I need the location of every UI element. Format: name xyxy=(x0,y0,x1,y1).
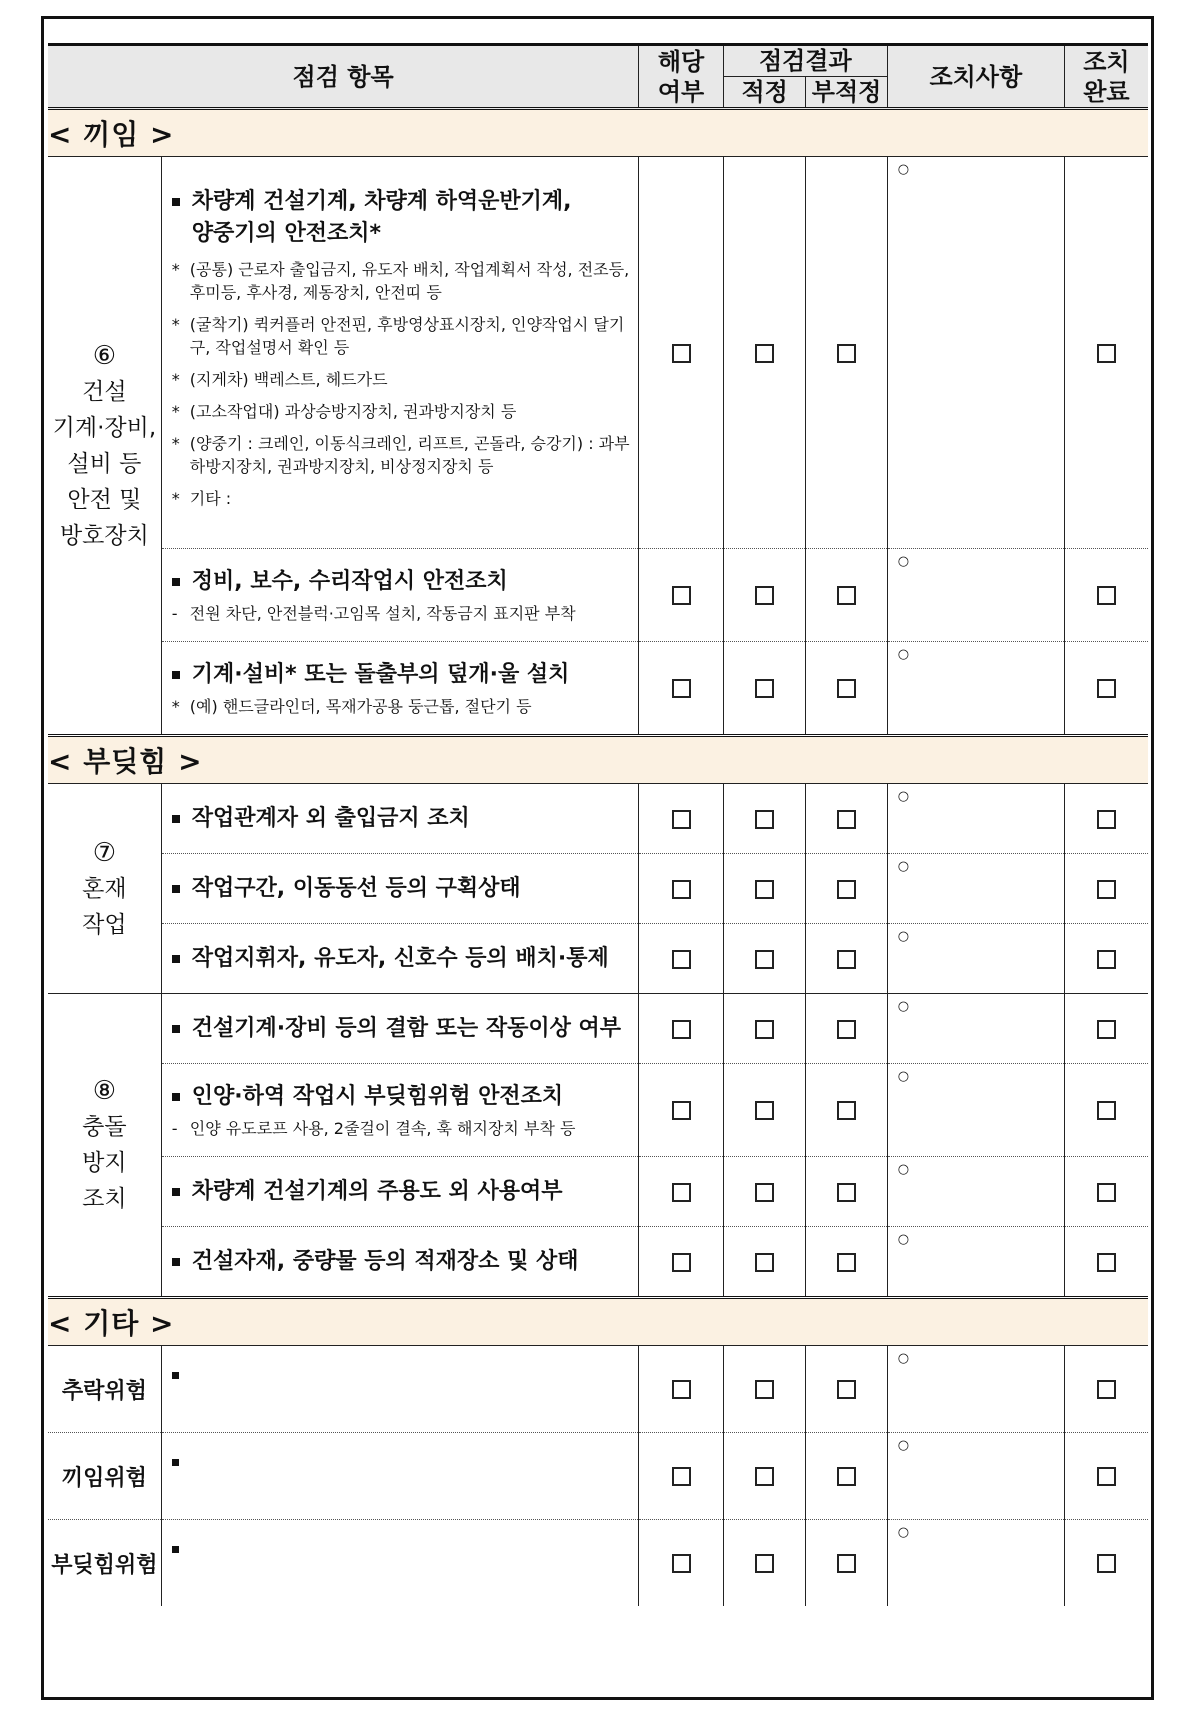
item-title: 건설기계·장비 등의 결함 또는 작동이상 여부 xyxy=(191,1015,621,1041)
header-done-line2: 완료 xyxy=(1083,77,1130,106)
other-label-struck: 부딪힘위험 xyxy=(48,1520,161,1607)
ok-checkbox[interactable] xyxy=(755,679,774,698)
action-note[interactable] xyxy=(887,1227,1064,1298)
not-ok-checkbox[interactable] xyxy=(837,1183,856,1202)
not-ok-checkbox[interactable] xyxy=(837,586,856,605)
sub-mark: * xyxy=(171,315,180,334)
other-label-fall: 추락위험 xyxy=(48,1346,161,1433)
not-ok-checkbox[interactable] xyxy=(837,880,856,899)
applicable-checkbox[interactable] xyxy=(672,1467,691,1486)
sub-mark: * xyxy=(171,489,180,508)
group8-line: 조치 xyxy=(82,1186,127,1212)
ok-checkbox[interactable] xyxy=(755,810,774,829)
other-label-caught: 끼임위험 xyxy=(48,1433,161,1520)
sub-text: 기타 : xyxy=(189,489,232,508)
sub-text: (고소작업대) 과상승방지장치, 권과방지장치 등 xyxy=(189,402,517,421)
action-note[interactable] xyxy=(887,994,1064,1064)
note-marker: ○ xyxy=(897,789,910,804)
item-title: 차량계 건설기계, 차량계 하역운반기계, xyxy=(191,189,572,214)
note-marker: ○ xyxy=(897,1351,910,1366)
note-marker: ○ xyxy=(897,1232,910,1247)
note-marker: ○ xyxy=(897,1069,910,1084)
check-item xyxy=(161,1157,638,1227)
item-title: 작업관계자 외 출입금지 조치 xyxy=(191,805,470,831)
applicable-checkbox[interactable] xyxy=(672,1183,691,1202)
not-ok-checkbox[interactable] xyxy=(837,1380,856,1399)
done-checkbox[interactable] xyxy=(1097,679,1116,698)
sub-mark: - xyxy=(171,603,178,623)
ok-checkbox[interactable] xyxy=(755,950,774,969)
done-checkbox[interactable] xyxy=(1097,810,1116,829)
note-marker: ○ xyxy=(897,647,910,662)
not-ok-checkbox[interactable] xyxy=(837,810,856,829)
action-note[interactable] xyxy=(887,1064,1064,1157)
other-item-input[interactable] xyxy=(161,1433,638,1520)
sub-text: (지게차) 백레스트, 헤드가드 xyxy=(189,370,388,389)
group8-line: 방지 xyxy=(82,1150,127,1176)
done-checkbox[interactable] xyxy=(1097,1467,1116,1486)
not-ok-checkbox[interactable] xyxy=(837,1253,856,1272)
check-item xyxy=(161,157,638,549)
not-ok-checkbox[interactable] xyxy=(837,679,856,698)
header-applicable-line2: 여부 xyxy=(657,77,705,106)
note-marker: ○ xyxy=(897,554,910,569)
item-title: 정비, 보수, 수리작업시 안전조치 xyxy=(191,568,508,594)
group8-line: 충돌 xyxy=(82,1114,127,1140)
note-marker: ○ xyxy=(897,999,910,1014)
sub-mark: * xyxy=(171,696,180,716)
note-marker: ○ xyxy=(897,929,910,944)
section-other: < 기타 > xyxy=(48,1298,1148,1346)
done-checkbox[interactable] xyxy=(1097,1253,1116,1272)
note-marker: ○ xyxy=(897,1525,910,1540)
action-note[interactable] xyxy=(887,1346,1064,1433)
check-item xyxy=(161,642,638,736)
group6-number: ⑥ xyxy=(92,340,117,371)
item-title: 작업지휘자, 유도자, 신호수 등의 배치·통제 xyxy=(191,945,609,971)
not-ok-checkbox[interactable] xyxy=(837,950,856,969)
applicable-checkbox[interactable] xyxy=(672,586,691,605)
applicable-checkbox[interactable] xyxy=(672,344,691,363)
sub-mark: * xyxy=(171,370,180,389)
not-ok-checkbox[interactable] xyxy=(837,1467,856,1486)
applicable-checkbox[interactable] xyxy=(672,679,691,698)
header-done xyxy=(1064,45,1148,109)
group6-line: 건설 xyxy=(82,378,127,405)
action-note[interactable] xyxy=(887,642,1064,736)
not-ok-checkbox[interactable] xyxy=(837,1101,856,1120)
check-item xyxy=(161,784,638,854)
ok-checkbox[interactable] xyxy=(755,880,774,899)
note-marker: ○ xyxy=(897,162,910,177)
ok-checkbox[interactable] xyxy=(755,586,774,605)
section-struck: < 부딪힘 > xyxy=(48,736,1148,784)
applicable-checkbox[interactable] xyxy=(672,880,691,899)
group7-label xyxy=(48,784,161,994)
item-title: 양중기의 안전조치* xyxy=(191,221,381,246)
note-marker: ○ xyxy=(897,1162,910,1177)
check-item xyxy=(161,549,638,642)
done-checkbox[interactable] xyxy=(1097,1183,1116,1202)
item-title: 작업구간, 이동동선 등의 구획상태 xyxy=(191,875,521,901)
group6-line: 방호장치 xyxy=(59,522,149,549)
group6-label xyxy=(48,157,161,736)
done-checkbox[interactable] xyxy=(1097,1020,1116,1039)
group7-line: 혼재 xyxy=(82,875,127,902)
ok-checkbox[interactable] xyxy=(755,1183,774,1202)
header-applicable-line1: 해당 xyxy=(657,47,705,76)
done-checkbox[interactable] xyxy=(1097,1380,1116,1399)
ok-checkbox[interactable] xyxy=(755,1253,774,1272)
ok-checkbox[interactable] xyxy=(755,1020,774,1039)
done-checkbox[interactable] xyxy=(1097,344,1116,363)
sub-text: (공통) 근로자 출입금지, 유도자 배치, 작업계획서 작성, 전조등, 후미등, 후사경, 제동장치, 안전띠 등 xyxy=(189,260,630,302)
not-ok-checkbox[interactable] xyxy=(837,1554,856,1573)
other-item-input[interactable] xyxy=(161,1346,638,1433)
done-checkbox[interactable] xyxy=(1097,586,1116,605)
sub-mark: * xyxy=(171,434,180,453)
action-note[interactable] xyxy=(887,784,1064,854)
action-note[interactable] xyxy=(887,1157,1064,1227)
sub-text: (예) 핸드글라인더, 목재가공용 둥근톱, 절단기 등 xyxy=(189,696,532,716)
check-item xyxy=(161,994,638,1064)
not-ok-checkbox[interactable] xyxy=(837,344,856,363)
action-note[interactable] xyxy=(887,924,1064,994)
sub-mark: - xyxy=(171,1118,178,1138)
check-item xyxy=(161,1064,638,1157)
note-marker: ○ xyxy=(897,859,910,874)
done-checkbox[interactable] xyxy=(1097,950,1116,969)
group8-label xyxy=(48,994,161,1298)
done-checkbox[interactable] xyxy=(1097,1554,1116,1573)
ok-checkbox[interactable] xyxy=(755,1554,774,1573)
item-title: 건설자재, 중량물 등의 적재장소 및 상태 xyxy=(191,1248,579,1274)
group7-number: ⑦ xyxy=(92,837,117,868)
inspection-checklist-table xyxy=(48,43,1148,1606)
group6-line: 설비 등 xyxy=(67,450,142,477)
other-item-input[interactable] xyxy=(161,1520,638,1607)
sub-text: (양중기 : 크레인, 이동식크레인, 리프트, 곤돌라, 승강기) : 과부하방지장치, 권과방지장치, 비상정지장치 등 xyxy=(189,434,630,476)
done-checkbox[interactable] xyxy=(1097,880,1116,899)
group6-line: 안전 및 xyxy=(67,486,142,513)
group8-number: ⑧ xyxy=(92,1076,117,1106)
header-ok: 적정 xyxy=(723,77,806,109)
item-title: 인양·하역 작업시 부딪힘위험 안전조치 xyxy=(191,1083,564,1109)
applicable-checkbox[interactable] xyxy=(672,1101,691,1120)
applicable-checkbox[interactable] xyxy=(672,1554,691,1573)
section-caught: < 끼임 > xyxy=(48,109,1148,157)
ok-checkbox[interactable] xyxy=(755,1101,774,1120)
action-note[interactable] xyxy=(887,157,1064,549)
group6-line: 기계·장비, xyxy=(52,414,157,441)
header-result: 점검결과 xyxy=(723,45,887,77)
not-ok-checkbox[interactable] xyxy=(837,1020,856,1039)
item-title: 기계·설비* 또는 돌출부의 덮개·울 설치 xyxy=(191,661,570,687)
action-note[interactable] xyxy=(887,1520,1064,1607)
action-note[interactable] xyxy=(887,1433,1064,1520)
item-title: 차량계 건설기계의 주용도 외 사용여부 xyxy=(191,1178,563,1204)
action-note[interactable] xyxy=(887,549,1064,642)
applicable-checkbox[interactable] xyxy=(672,950,691,969)
sub-text: (굴착기) 퀵커플러 안전핀, 후방영상표시장치, 인양작업시 달기구, 작업설명서 확인 등 xyxy=(189,315,625,357)
header-done-line1: 조치 xyxy=(1083,47,1130,76)
done-checkbox[interactable] xyxy=(1097,1101,1116,1120)
sub-mark: * xyxy=(171,402,180,421)
ok-checkbox[interactable] xyxy=(755,344,774,363)
check-item xyxy=(161,1227,638,1298)
header-action: 조치사항 xyxy=(887,45,1064,109)
applicable-checkbox[interactable] xyxy=(672,810,691,829)
applicable-checkbox[interactable] xyxy=(672,1020,691,1039)
ok-checkbox[interactable] xyxy=(755,1380,774,1399)
group7-line: 작업 xyxy=(82,911,127,938)
sub-mark: * xyxy=(171,260,180,279)
ok-checkbox[interactable] xyxy=(755,1467,774,1486)
note-marker: ○ xyxy=(897,1438,910,1453)
action-note[interactable] xyxy=(887,854,1064,924)
check-item xyxy=(161,854,638,924)
sub-text: 인양 유도로프 사용, 2줄걸이 결속, 훅 해지장치 부착 등 xyxy=(189,1118,576,1138)
check-item xyxy=(161,924,638,994)
applicable-checkbox[interactable] xyxy=(672,1253,691,1272)
header-applicable xyxy=(639,45,724,109)
header-item: 점검 항목 xyxy=(48,45,639,109)
sub-text: 전원 차단, 안전블럭·고임목 설치, 작동금지 표지판 부착 xyxy=(189,603,576,623)
header-not-ok: 부적정 xyxy=(806,77,887,109)
applicable-checkbox[interactable] xyxy=(672,1380,691,1399)
